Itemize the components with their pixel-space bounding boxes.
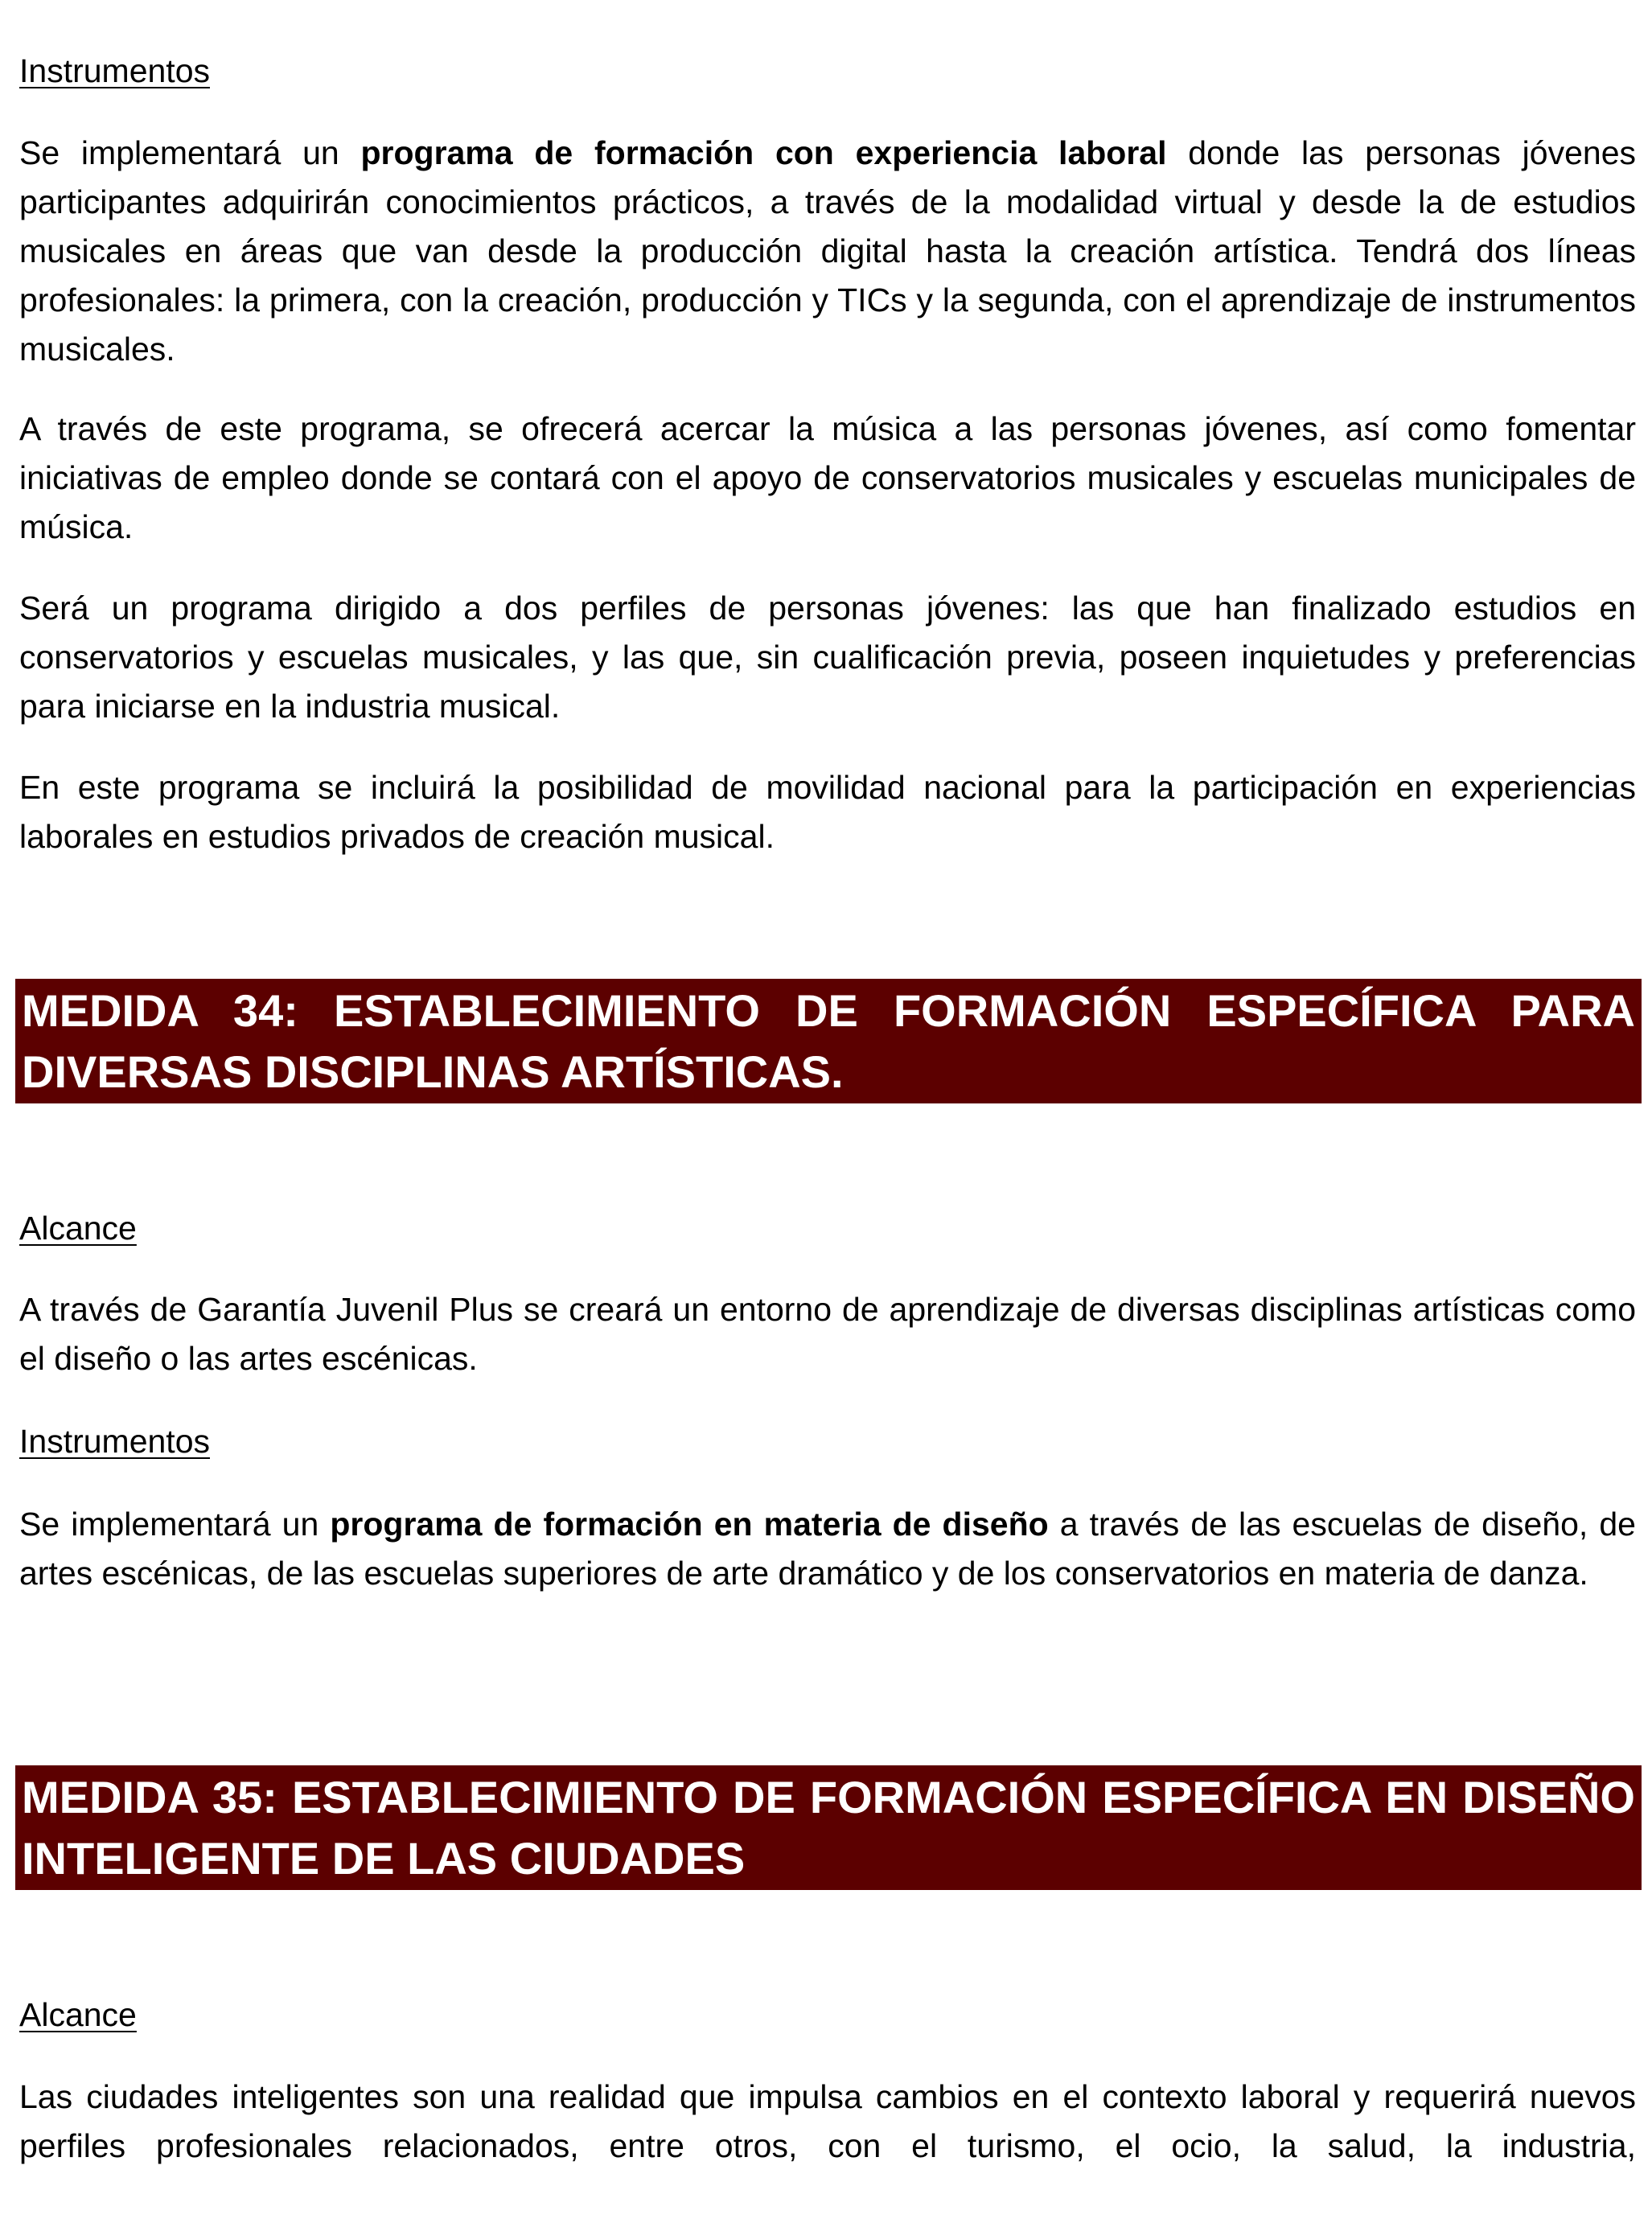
instrumentos-paragraph-1 (19, 129, 1636, 374)
instrumentos-paragraph-3: Será un programa dirigido a dos perfiles de personas jóvenes: las que han finalizado estudios en conservatorios y escuelas musicales, y las que, sin cualificación previa, poseen inquietudes y preferencias para iniciarse en la industria musical. (19, 590, 1636, 725)
m34-text-start: Se implementará un (19, 1506, 331, 1543)
instrumentos-paragraph-4: En este programa se incluirá la posibilidad de movilidad nacional para la participación en experiencias laborales en estudios privados de creación musical. (19, 769, 1636, 855)
p1-text-start: Se implementará un (19, 134, 361, 171)
p1-bold-program: programa de formación con experiencia laboral (360, 134, 1167, 171)
medida-34-instrumentos-text (19, 1500, 1636, 1598)
p1-text-end: donde las personas jóvenes participantes adquirirán conocimientos prácticos, a través de la modalidad virtual y desde la de estudios musicales en áreas que van desde la producción digital hasta la creación artística. Tendrá dos líneas profesionales: la primera, con la creación, producción y TICs y la segunda, con el aprendizaje de instrumentos musicales. (19, 134, 1637, 368)
medida-35-banner (15, 1765, 1642, 1890)
medida-34-alcance-text: A través de Garantía Juvenil Plus se creará un entorno de aprendizaje de diversas disciplinas artísticas como el diseño o las artes escénicas. (19, 1291, 1636, 1377)
medida-34-instrumentos-label: Instrumentos (19, 1423, 210, 1460)
medida-34-title: MEDIDA 34: ESTABLECIMIENTO DE FORMACIÓN ESPECÍFICA PARA DIVERSAS DISCIPLINAS ARTÍSTICAS. (22, 985, 1635, 1097)
medida-34-alcance-label: Alcance (19, 1210, 137, 1247)
medida-34-banner (15, 979, 1642, 1103)
m34-bold-program: programa de formación en materia de diseño (330, 1506, 1049, 1543)
instrumentos-paragraph-2: A través de este programa, se ofrecerá acercar la música a las personas jóvenes, así como fomentar iniciativas de empleo donde se contará con el apoyo de conservatorios musicales y escuelas municipales de música. (19, 410, 1636, 545)
instrumentos-label: Instrumentos (19, 52, 210, 89)
m34-text-end: a través de las escuelas de diseño, de artes escénicas, de las escuelas superiores de arte dramático y de los conservatorios en materia de danza. (19, 1506, 1636, 1592)
medida-35-alcance-text: Las ciudades inteligentes son una realidad que impulsa cambios en el contexto laboral y requerirá nuevos perfiles profesionales relacionados, entre otros, con el turismo, el ocio, la salud, la industria, (19, 2078, 1636, 2164)
medida-35-title: MEDIDA 35: ESTABLECIMIENTO DE FORMACIÓN ESPECÍFICA EN DISEÑO INTELIGENTE DE LAS CIUDADES (22, 1772, 1635, 1884)
medida-35-alcance-label: Alcance (19, 1996, 137, 2033)
